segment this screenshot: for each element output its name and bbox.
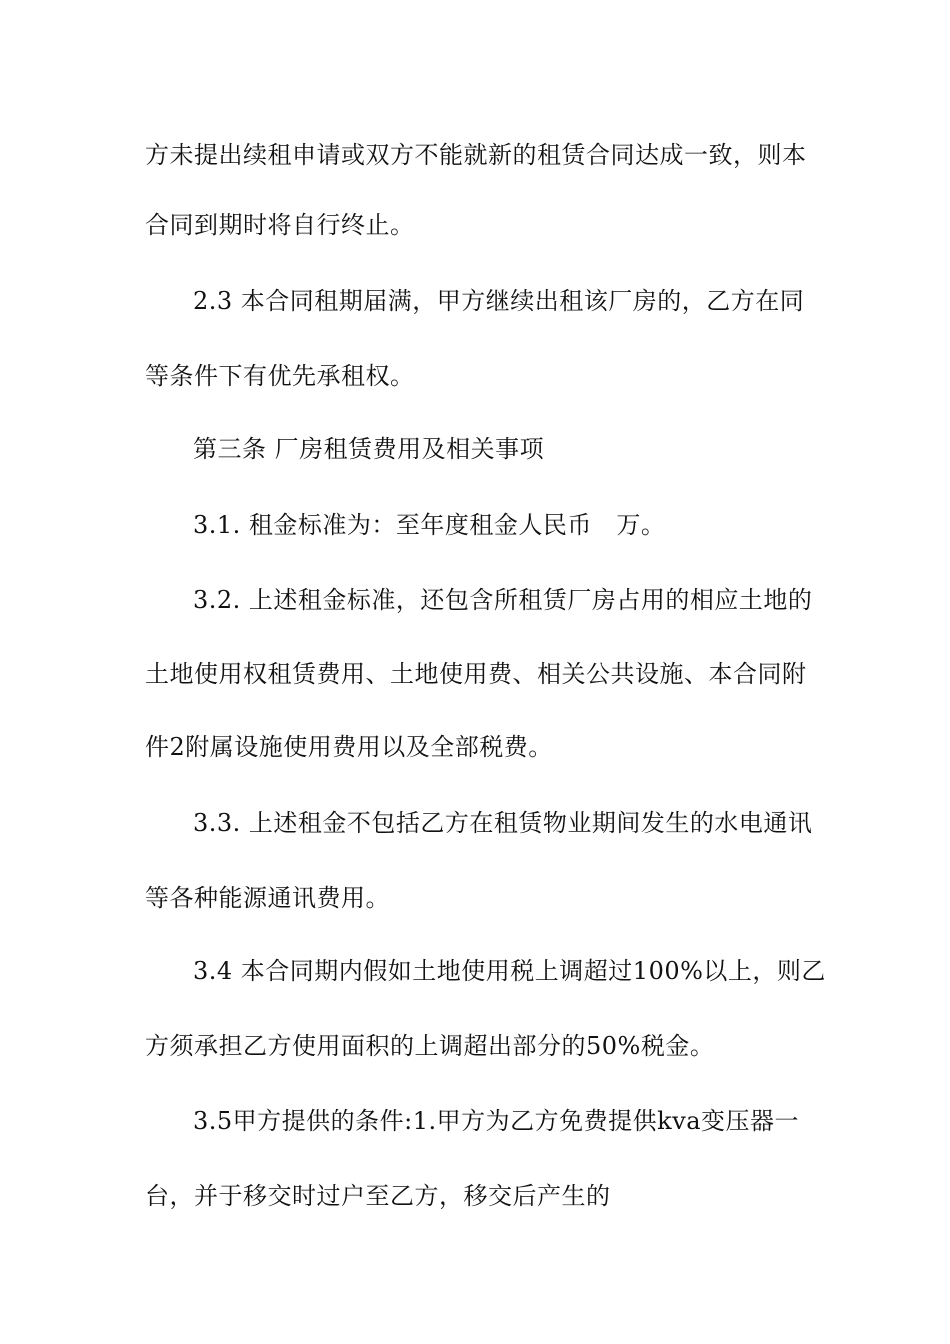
text-line: 等各种能源通讯费用。 <box>145 884 390 912</box>
text-line: 件2附属设施使用费用以及全部税费。 <box>145 733 553 761</box>
text-line: 合同到期时将自行终止。 <box>145 211 415 239</box>
text-line: 等条件下有优先承租权。 <box>145 362 415 390</box>
text-line: 3.2. 上述租金标准，还包含所租赁厂房占用的相应土地的 <box>193 586 813 614</box>
text-line: 3.3. 上述租金不包括乙方在租赁物业期间发生的水电通讯 <box>193 809 813 837</box>
section-heading: 第三条 厂房租赁费用及相关事项 <box>193 435 545 463</box>
text-line: 方未提出续租申请或双方不能就新的租赁合同达成一致，则本 <box>145 141 807 169</box>
text-line: 方须承担乙方使用面积的上调超出部分的50%税金。 <box>145 1032 715 1060</box>
text-line: 2.3 本合同租期届满，甲方继续出租该厂房的，乙方在同 <box>193 287 805 315</box>
text-line: 3.4 本合同期内假如土地使用税上调超过100%以上，则乙 <box>193 957 826 985</box>
text-line: 土地使用权租赁费用、土地使用费、相关公共设施、本合同附 <box>145 660 807 688</box>
text-line: 3.5甲方提供的条件:1.甲方为乙方免费提供kva变压器一 <box>193 1107 800 1135</box>
text-line: 3.1. 租金标准为：至年度租金人民币 万。 <box>193 511 666 539</box>
text-line: 台，并于移交时过户至乙方，移交后产生的 <box>145 1182 611 1210</box>
